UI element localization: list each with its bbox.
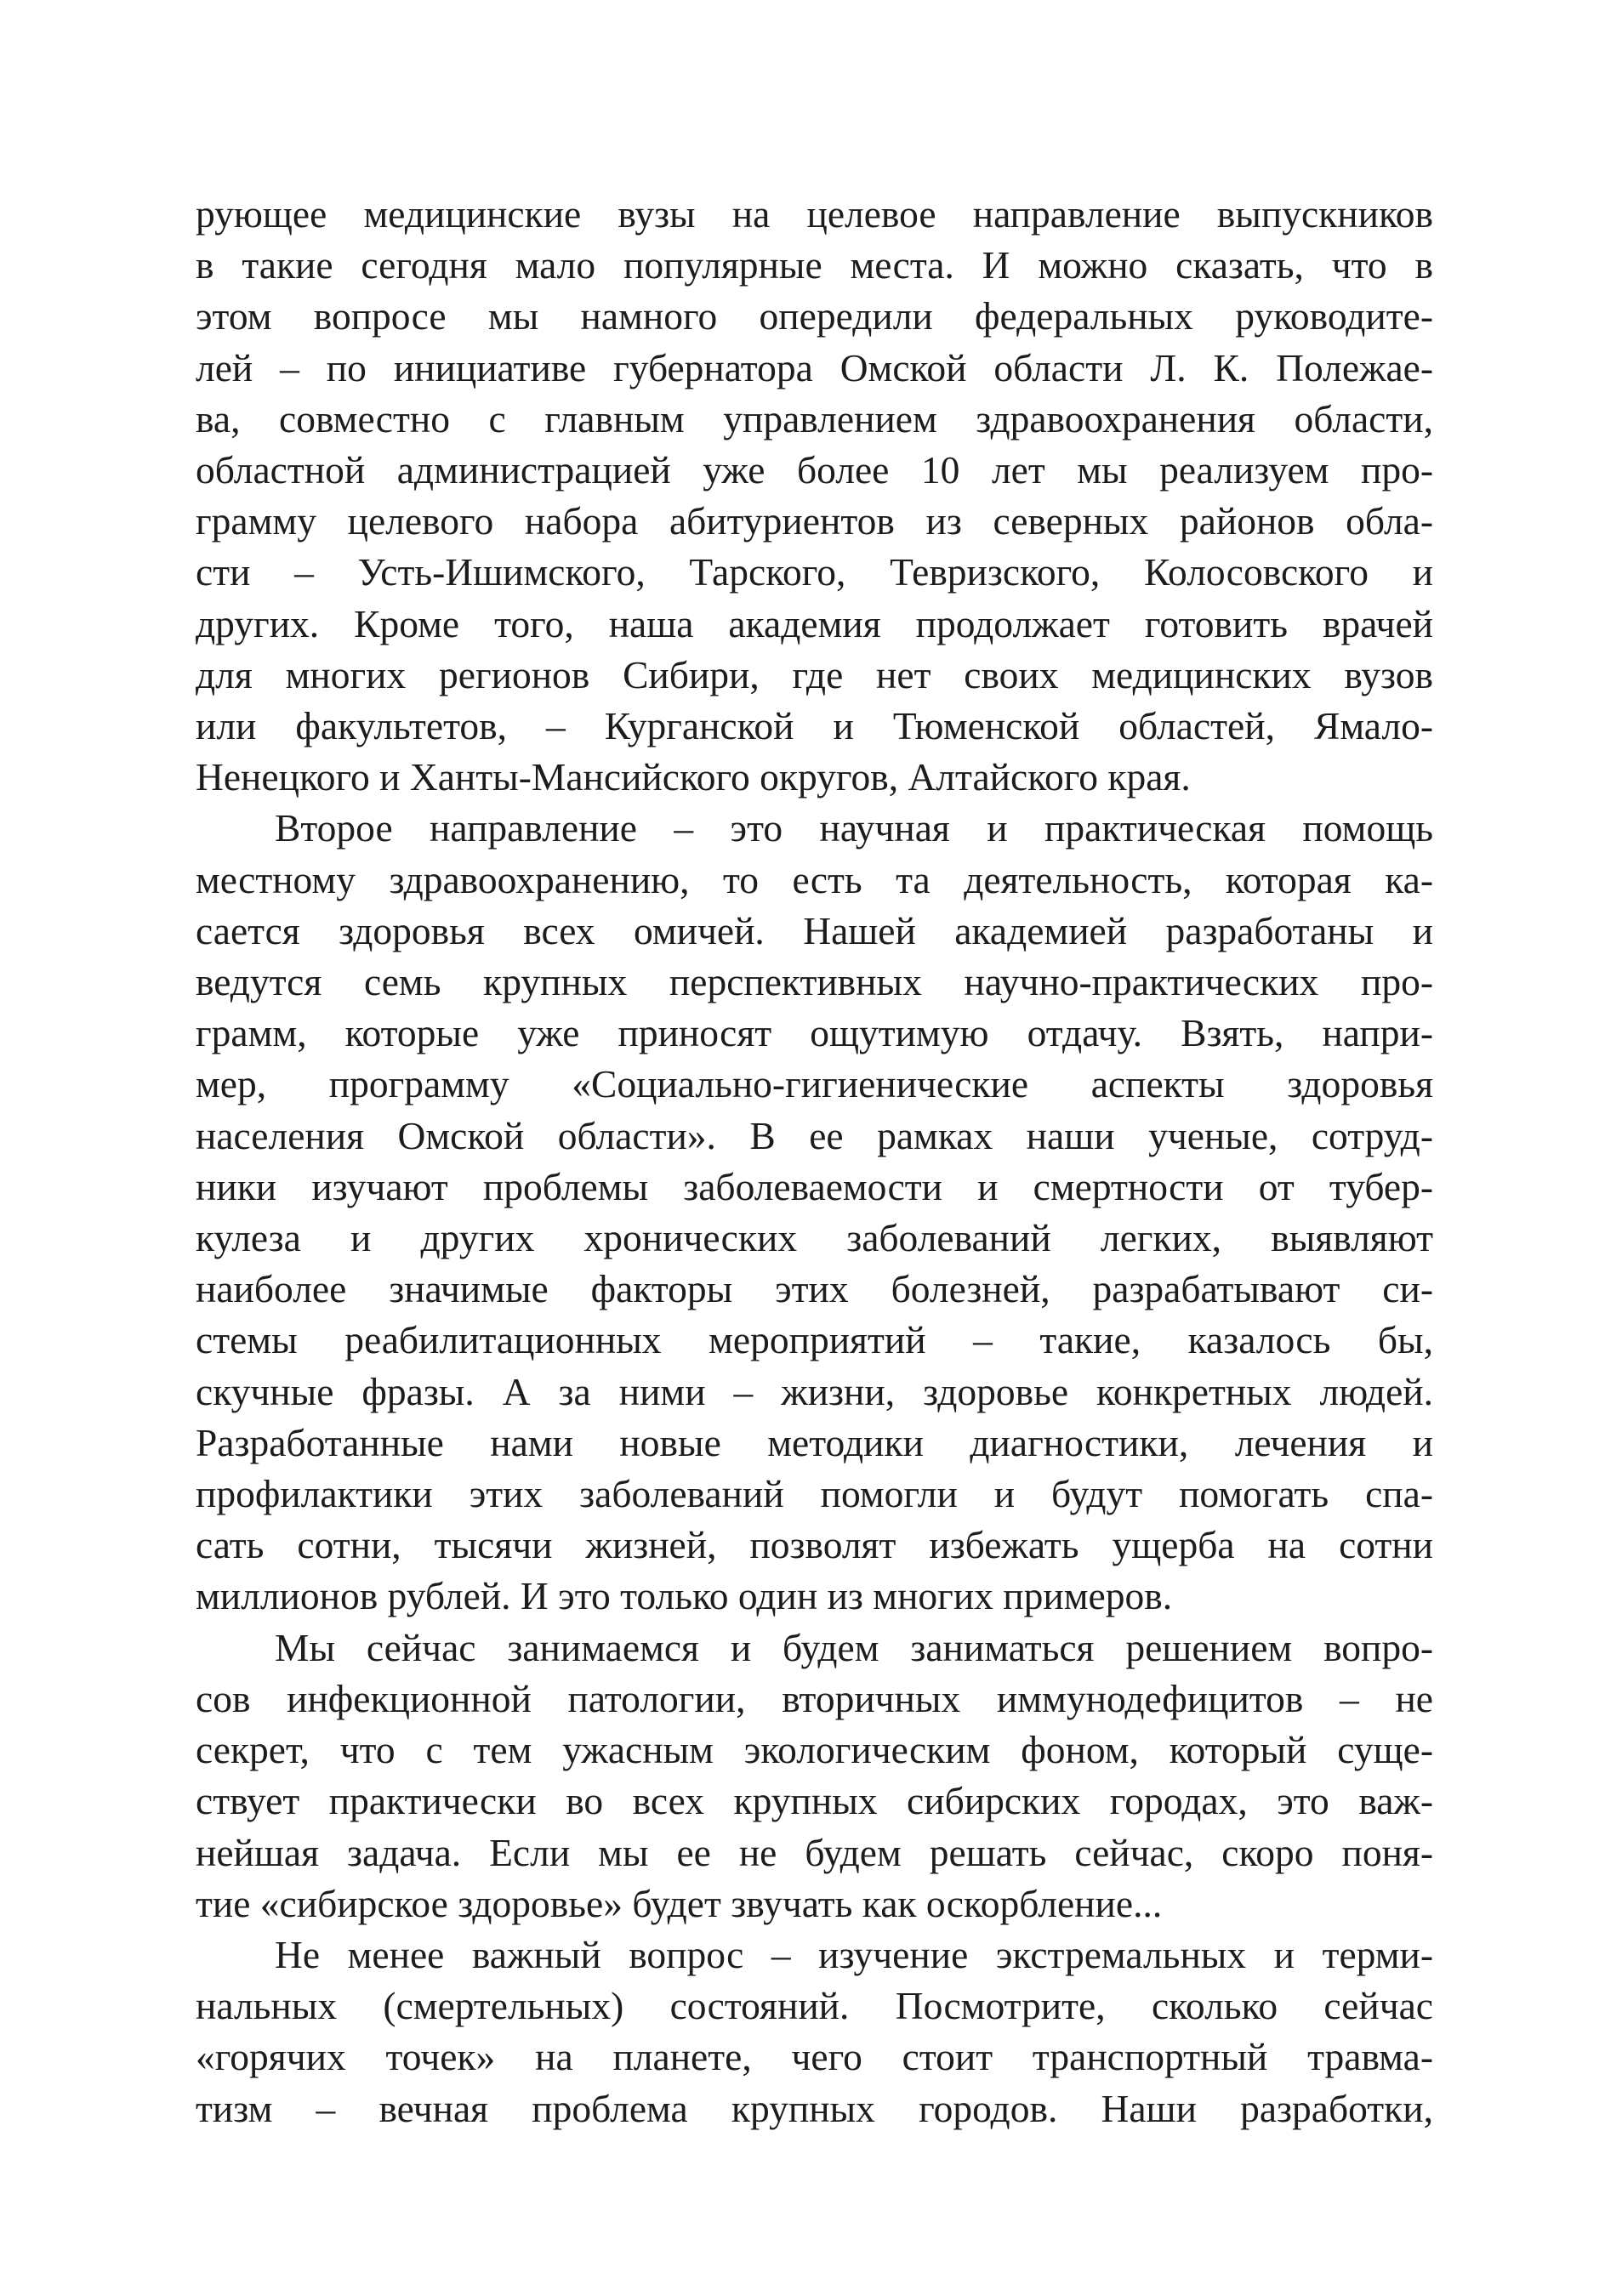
body-text [196,189,1433,2134]
text-line: местному здравоохранению, то есть та деятельность, которая ка- [196,857,1433,901]
text-line: Мы сейчас занимаемся и будем заниматься решением вопро- [275,1625,1433,1669]
text-line: Разработанные нами новые методики диагностики, лечения и [196,1420,1433,1464]
text-line: сов инфекционной патологии, вторичных иммунодефицитов – не [196,1676,1433,1720]
text-line: ведутся семь крупных перспективных научно-практических про- [196,960,1433,1004]
text-line: в такие сегодня мало популярные места. И можно сказать, что в [196,243,1433,287]
paragraph [196,189,1433,803]
text-line: для многих регионов Сибири, где нет своих медицинских вузов [196,652,1433,696]
text-line: рующее медицинские вузы на целевое направление выпускников [196,192,1433,236]
text-line: секрет, что с тем ужасным экологическим фоном, который суще- [196,1728,1433,1772]
text-line: мер, программу «Социально-гигиенические аспекты здоровья [196,1062,1433,1106]
text-line: лей – по инициативе губернатора Омской области Л. К. Полежае- [196,345,1433,389]
document-page [196,189,1433,2134]
text-line: нейшая задача. Если мы ее не будем решать сейчас, скоро поня- [196,1830,1433,1874]
text-line: ва, совместно с главным управлением здравоохранения области, [196,396,1433,440]
text-line: этом вопросе мы намного опередили федеральных руководите- [196,294,1433,338]
text-line: других. Кроме того, наша академия продолжает готовить врачей [196,601,1433,645]
text-line: Не менее важный вопрос – изучение экстремальных и терми- [275,1932,1433,1976]
text-line: стемы реабилитационных мероприятий – такие, казалось бы, [196,1318,1433,1362]
text-line: «горячих точек» на планете, чего стоит транспортный травма- [196,2035,1433,2079]
text-line: сать сотни, тысячи жизней, позволят избежать ущерба на сотни [196,1523,1433,1567]
text-line: сти – Усть-Ишимского, Тарского, Тевризского, Колосовского и [196,550,1433,594]
text-line: ники изучают проблемы заболеваемости и смертности от тубер- [196,1164,1433,1208]
text-line: ствует практически во всех крупных сибирских городах, это важ- [196,1779,1433,1823]
text-line: скучные фразы. А за ними – жизни, здоровье конкретных людей. [196,1369,1433,1413]
text-line: сается здоровья всех омичей. Нашей академией разработаны и [196,908,1433,952]
text-line: или факультетов, – Курганской и Тюменской областей, Ямало- [196,704,1433,748]
text-line: миллионов рублей. И это только один из многих примеров. [196,1574,1173,1618]
text-line: нальных (смертельных) состояний. Посмотрите, сколько сейчас [196,1984,1433,2028]
text-line: областной администрацией уже более 10 лет мы реализуем про- [196,448,1433,492]
text-line: наиболее значимые факторы этих болезней, разрабатывают си- [196,1267,1433,1311]
text-line: грамм, которые уже приносят ощутимую отдачу. Взять, напри- [196,1011,1433,1055]
paragraph [196,1929,1433,2134]
text-line: населения Омской области». В ее рамках наши ученые, сотруд- [196,1113,1433,1157]
text-line: грамму целевого набора абитуриентов из северных районов обла- [196,499,1433,543]
paragraph [196,803,1433,1622]
text-line: профилактики этих заболеваний помогли и будут помогать спа- [196,1472,1433,1516]
text-line: Ненецкого и Ханты-Мансийского округов, Алтайского края. [196,755,1191,799]
text-line: тие «сибирское здоровье» будет звучать как оскорбление... [196,1881,1163,1925]
text-line: кулеза и других хронических заболеваний легких, выявляют [196,1216,1433,1260]
text-line: тизм – вечная проблема крупных городов. Наши разработки, [196,2086,1433,2130]
paragraph [196,1623,1433,1929]
text-line: Второе направление – это научная и практическая помощь [275,806,1433,850]
